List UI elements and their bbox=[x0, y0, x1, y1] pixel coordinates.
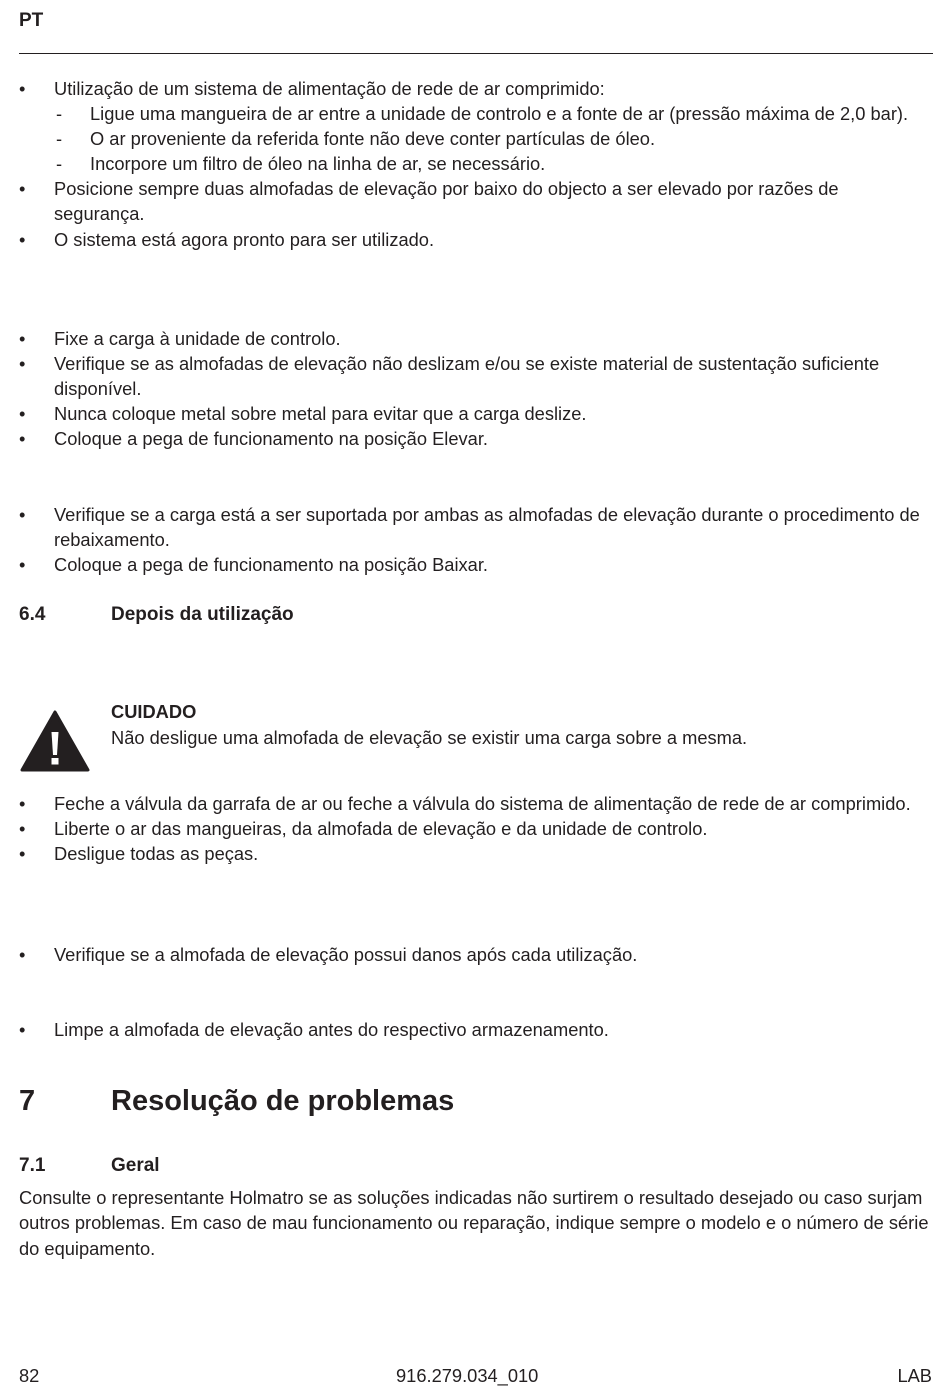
warning-triangle-icon bbox=[20, 710, 90, 772]
list-item: • Fixe a carga à unidade de controlo. bbox=[19, 328, 341, 349]
list-item: • Verifique se a carga está a ser suportada por ambas as almofadas de elevação durante o procedimento de rebaixamento. bbox=[19, 504, 920, 551]
inspection-list bbox=[19, 942, 933, 967]
list-item: • Liberte o ar das mangueiras, da almofada de elevação e da unidade de controlo. bbox=[19, 818, 708, 840]
setup-list bbox=[19, 76, 933, 252]
language-code: PT bbox=[19, 10, 44, 31]
list-item: • Utilização de um sistema de alimentação de rede de ar comprimido: bbox=[19, 78, 605, 99]
list-item: • O sistema está agora pronto para ser utilizado. bbox=[19, 228, 435, 250]
after-use-list bbox=[19, 791, 933, 866]
sub-list-item: - O ar proveniente da referida fonte não deve conter partículas de óleo. bbox=[56, 128, 656, 150]
document-number: 916.279.034_010 bbox=[396, 1365, 539, 1386]
lifting-list bbox=[19, 326, 933, 451]
general-paragraph: Consulte o representante Holmatro se as soluções indicadas não surtirem o resultado desejado ou caso surjam outros problemas. Em caso de mau funcionamento ou reparação, indique sempre o modelo e o número de série do equipamento. bbox=[19, 1187, 929, 1259]
list-item: • Limpe a almofada de elevação antes do respectivo armazenamento. bbox=[19, 1019, 609, 1040]
list-item: • Posicione sempre duas almofadas de elevação por baixo do objecto a ser elevado por razões de segurança. bbox=[19, 178, 839, 225]
sub-list-item: - Incorpore um filtro de óleo na linha de ar, se necessário. bbox=[56, 153, 546, 175]
product-code: LAB bbox=[897, 1365, 932, 1386]
list-item: • Verifique se as almofadas de elevação não deslizam e/ou se existe material de sustentação suficiente disponível. bbox=[19, 353, 880, 400]
header-divider bbox=[19, 53, 933, 54]
sub-list-item: - Ligue uma mangueira de ar entre a unidade de controlo e a fonte de ar (pressão máxima de 2,0 bar). bbox=[56, 103, 909, 125]
list-item: • Feche a válvula da garrafa de ar ou feche a válvula do sistema de alimentação de rede de ar comprimido. bbox=[19, 793, 911, 814]
warning-title: CUIDADO bbox=[111, 701, 197, 722]
warning-text: Não desligue uma almofada de elevação se existir uma carga sobre a mesma. bbox=[111, 727, 748, 748]
page-number: 82 bbox=[19, 1365, 40, 1386]
list-item: • Verifique se a almofada de elevação possui danos após cada utilização. bbox=[19, 944, 638, 965]
list-item: • Desligue todas as peças. bbox=[19, 843, 259, 865]
list-item: • Nunca coloque metal sobre metal para evitar que a carga deslize. bbox=[19, 403, 587, 425]
lowering-list bbox=[19, 502, 933, 577]
storage-list bbox=[19, 1017, 933, 1042]
list-item: • Coloque a pega de funcionamento na posição Elevar. bbox=[19, 428, 488, 450]
list-item: • Coloque a pega de funcionamento na posição Baixar. bbox=[19, 554, 488, 576]
